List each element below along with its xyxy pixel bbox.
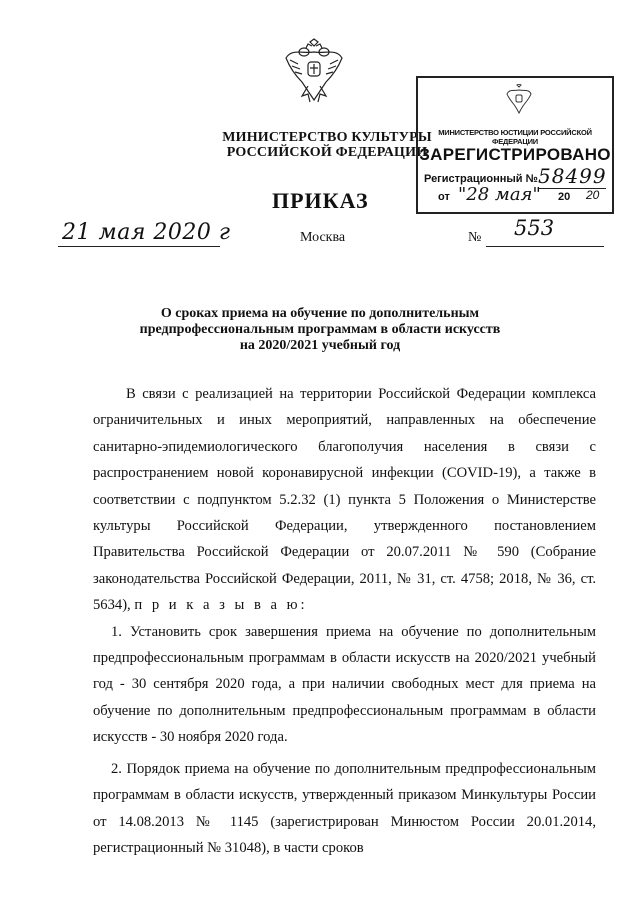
item-1: 1. Установить срок завершения приема на обучение по дополнительным предпрофессиональным программам в области искусств на 2020/2021 учебный год - 30 сентября 2020 года, а при наличии свободных мест для приема на обучение по дополнительным предпрофессиональным программам в области искусств - 30 ноября 2020 года. — [93, 623, 596, 746]
order-body — [93, 381, 596, 861]
stamp-year-handwritten: 20 — [586, 188, 600, 202]
stamp-from-label: от — [438, 191, 450, 203]
ministry-header — [222, 130, 432, 160]
intro-text: В связи с реализацией на территории Российской Федерации комплекса ограничительных и иных мероприятий, направленных на обеспечение санитарно-эпидемиологического благополучия населения в связи с распространением новой коронавирусной инфекции (COVID-19), а также в соответствии с подпунктом 5.2.32 (1) пункта 5 Положения о Министерстве культуры Российской Федерации, утвержденного постановлением Правительства Российской Федерации от 20.07.2011 № 590 (Собрание законодательства Российской Федерации, 2011, № 31, ст. 4758; 2018, № 36, ст. 5634), — [93, 386, 596, 614]
stamp-coat-of-arms-icon — [506, 84, 532, 114]
stamp-date: "28 мая" — [458, 184, 541, 205]
order-number-underline — [486, 246, 604, 247]
registration-stamp — [416, 76, 614, 214]
ministry-line1: МИНИСТЕРСТВО КУЛЬТУРЫ — [222, 130, 432, 145]
order-date: 21 мая 2020 г — [62, 220, 231, 245]
intro-paragraph — [93, 381, 596, 619]
subject-line1: О сроках приема на обучение по дополнительным — [160, 306, 480, 321]
order-title: ПРИКАЗ — [272, 188, 369, 213]
item-2: 2. Порядок приема на обучение по дополнительным предпрофессиональным программам в области искусств, утвержденный приказом Минкультуры России от 14.08.2013 № 1145 (зарегистрирован Минюстом России 20.01.2014, регистрационный № 31048), в части сроков — [93, 760, 596, 856]
stamp-year-printed: 20 — [558, 191, 571, 203]
command-word: п р и к а з ы в а ю: — [134, 597, 308, 614]
subject-line2: предпрофессиональным программам в области искусств — [139, 322, 501, 337]
order-city: Москва — [300, 230, 346, 245]
order-number-label: № — [468, 230, 482, 245]
stamp-status: ЗАРЕГИСТРИРОВАНО — [419, 145, 611, 164]
coat-of-arms-icon — [282, 38, 346, 108]
stamp-number-label: Регистрационный № — [424, 173, 538, 185]
order-date-underline — [58, 246, 220, 247]
order-subject — [100, 306, 540, 354]
ministry-line2: РОССИЙСКОЙ ФЕДЕРАЦИИ — [226, 145, 428, 160]
order-number: 553 — [514, 216, 555, 240]
stamp-number: 58499 — [538, 164, 607, 188]
subject-line3: на 2020/2021 учебный год — [239, 338, 401, 353]
stamp-organization: МИНИСТЕРСТВО ЮСТИЦИИ РОССИЙСКОЙ ФЕДЕРАЦИИ — [438, 128, 592, 146]
